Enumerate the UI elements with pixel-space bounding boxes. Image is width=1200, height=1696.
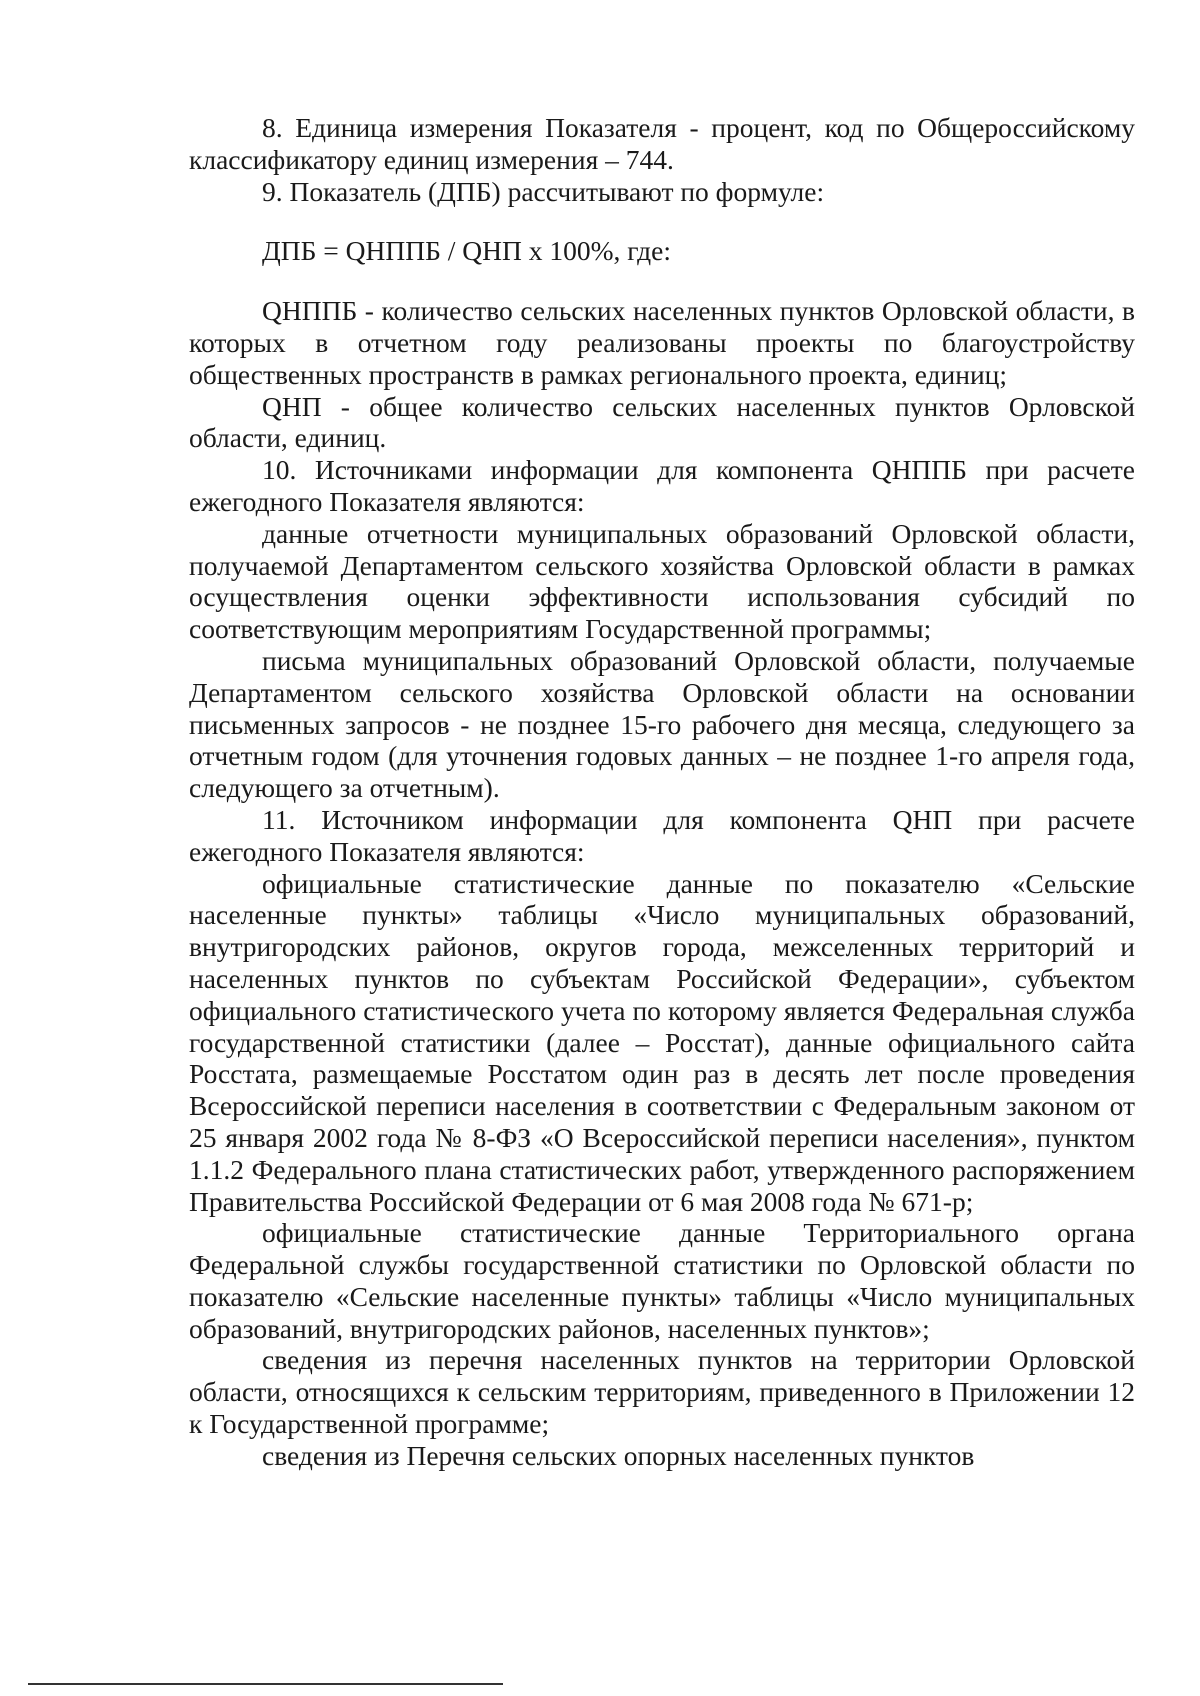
- document-body: [189, 112, 1135, 1472]
- paragraph-qnppb-definition: QНППБ - количество сельских населенных пунктов Орловской области, в которых в отчетном году реализованы проекты по благоустройству общественных пространств в рамках регионального проекта, единиц;: [189, 295, 1135, 390]
- paragraph-source-letters: письма муниципальных образований Орловской области, получаемые Департаментом сельского хозяйства Орловской области на основании письменных запросов - не позднее 15-го рабочего дня месяца, следующего за отчетным годом (для уточнения годовых данных – не позднее 1-го апреля года, следующего за отчетным).: [189, 644, 1135, 804]
- paragraph-source-reporting-data: данные отчетности муниципальных образований Орловской области, получаемой Департаментом сельского хозяйства Орловской области в рамках осуществления оценки эффективности использования субсидий по соответствующим мероприятиям Государственной программы;: [189, 517, 1135, 645]
- paragraph-source-support-settlements: сведения из Перечня сельских опорных населенных пунктов: [262, 1439, 975, 1471]
- paragraph-formula-intro: 9. Показатель (ДПБ) рассчитывают по формуле:: [262, 175, 825, 207]
- paragraph-qnp-definition: QНП - общее количество сельских населенных пунктов Орловской области, единиц.: [189, 390, 1135, 454]
- paragraph-unit-of-measure: 8. Единица измерения Показателя - процент, код по Общероссийскому классификатору единиц измерения – 744.: [189, 112, 1135, 175]
- paragraph-source-settlement-list: сведения из перечня населенных пунктов на территории Орловской области, относящихся к сельским территориям, приведенного в Приложении 12 к Государственной программе;: [189, 1344, 1135, 1440]
- paragraph-sources-qnp: 11. Источником информации для компонента QНП при расчете ежегодного Показателя являются:: [189, 803, 1135, 867]
- paragraph-source-rosstat: официальные статистические данные по показателю «Сельские населенные пункты» таблицы «Число муниципальных образований, внутригородских районов, округов города, межселенных территорий и населенных пунктов по субъектам Российской Федерации», субъектом официального статистического учета по которому является Федеральная служба государственной статистики (далее – Росстат), данные официального сайта Росстата, размещаемые Росстатом один раз в десять лет после проведения Всероссийской переписи населения в соответствии с Федеральным законом от 25 января 2002 года № 8-ФЗ «О Всероссийской переписи населения», пунктом 1.1.2 Федерального плана статистических работ, утвержденного распоряжением Правительства Российской Федерации от 6 мая 2008 года № 671-р;: [189, 867, 1135, 1217]
- paragraph-source-territorial-body: официальные статистические данные Территориального органа Федеральной службы государственной статистики по Орловской области по показателю «Сельские населенные пункты» таблицы «Число муниципальных образований, внутригородских районов, населенных пунктов»;: [189, 1217, 1135, 1344]
- footer-divider: [28, 1683, 503, 1685]
- paragraph-sources-qnppb: 10. Источниками информации для компонента QНППБ при расчете ежегодного Показателя являются:: [189, 454, 1135, 517]
- formula: ДПБ = QНППБ / QНП x 100%, где:: [262, 235, 672, 267]
